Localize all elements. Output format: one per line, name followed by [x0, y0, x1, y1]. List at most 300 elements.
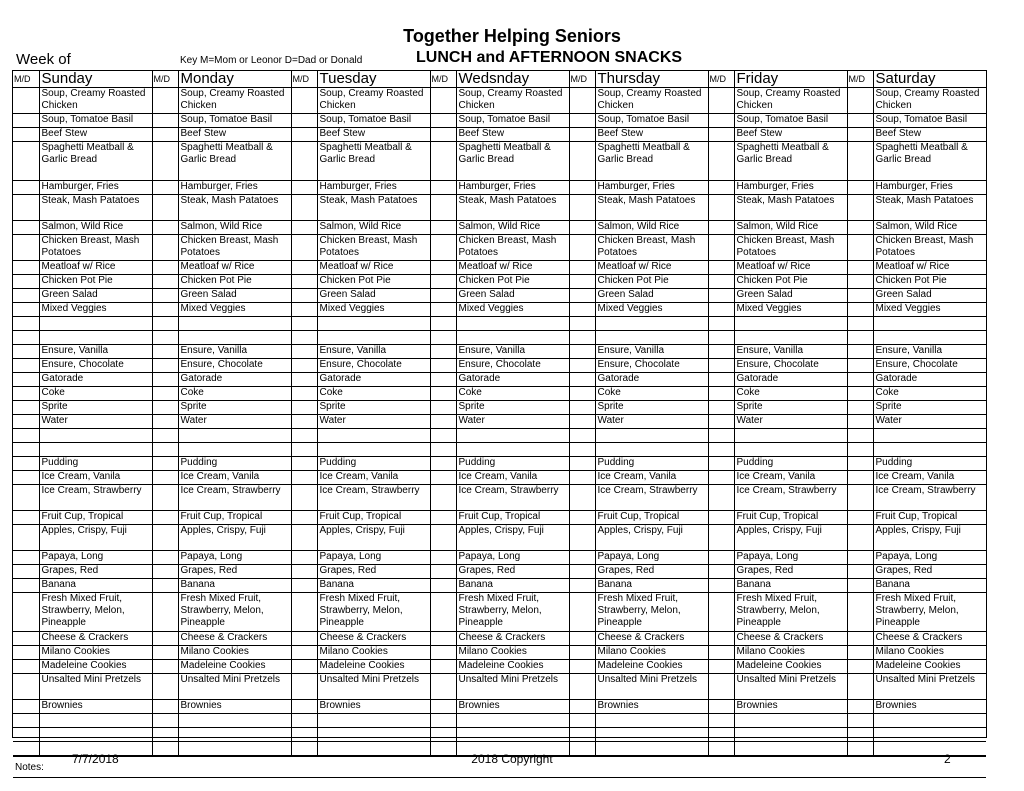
md-checkbox-cell[interactable] — [291, 714, 317, 728]
md-checkbox-cell[interactable] — [569, 387, 595, 401]
menu-item-cell — [734, 728, 847, 742]
md-checkbox-cell[interactable] — [13, 429, 39, 443]
md-checkbox-cell[interactable] — [152, 345, 178, 359]
md-checkbox-cell[interactable] — [847, 289, 873, 303]
md-checkbox-cell[interactable] — [152, 415, 178, 429]
md-checkbox-cell[interactable] — [13, 700, 39, 714]
menu-item-cell: Steak, Mash Patatoes — [734, 195, 847, 221]
md-checkbox-cell[interactable] — [430, 632, 456, 646]
md-checkbox-cell[interactable] — [708, 359, 734, 373]
md-checkbox-cell[interactable] — [430, 415, 456, 429]
md-checkbox-cell[interactable] — [847, 387, 873, 401]
md-checkbox-cell[interactable] — [569, 457, 595, 471]
md-checkbox-cell[interactable] — [291, 660, 317, 674]
md-checkbox-cell[interactable] — [13, 345, 39, 359]
md-checkbox-cell[interactable] — [13, 457, 39, 471]
md-checkbox-cell[interactable] — [847, 646, 873, 660]
md-checkbox-cell[interactable] — [569, 525, 595, 551]
md-checkbox-cell[interactable] — [13, 235, 39, 261]
md-checkbox-cell[interactable] — [708, 401, 734, 415]
md-checkbox-cell[interactable] — [13, 674, 39, 700]
menu-item-cell: Cheese & Crackers — [873, 632, 986, 646]
md-checkbox-cell[interactable] — [430, 387, 456, 401]
menu-item-cell — [873, 331, 986, 345]
md-checkbox-cell[interactable] — [708, 714, 734, 728]
md-checkbox-cell[interactable] — [291, 387, 317, 401]
menu-item-cell — [39, 443, 152, 457]
md-checkbox-cell[interactable] — [13, 261, 39, 275]
md-checkbox-cell[interactable] — [13, 88, 39, 114]
md-checkbox-cell[interactable] — [708, 387, 734, 401]
md-checkbox-cell[interactable] — [430, 128, 456, 142]
md-checkbox-cell[interactable] — [291, 331, 317, 345]
md-checkbox-cell[interactable] — [847, 632, 873, 646]
md-checkbox-cell[interactable] — [430, 714, 456, 728]
md-checkbox-cell[interactable] — [708, 373, 734, 387]
menu-item-cell: Ice Cream, Vanila — [178, 471, 291, 485]
md-checkbox-cell[interactable] — [847, 142, 873, 181]
md-checkbox-cell[interactable] — [847, 114, 873, 128]
md-checkbox-cell[interactable] — [13, 359, 39, 373]
md-checkbox-cell[interactable] — [708, 331, 734, 345]
md-checkbox-cell[interactable] — [569, 181, 595, 195]
md-checkbox-cell[interactable] — [152, 128, 178, 142]
md-checkbox-cell[interactable] — [569, 401, 595, 415]
md-checkbox-cell[interactable] — [847, 700, 873, 714]
md-checkbox-cell[interactable] — [708, 728, 734, 742]
md-checkbox-cell[interactable] — [13, 415, 39, 429]
md-checkbox-cell[interactable] — [152, 632, 178, 646]
md-checkbox-cell[interactable] — [847, 565, 873, 579]
md-checkbox-cell[interactable] — [13, 511, 39, 525]
md-checkbox-cell[interactable] — [708, 579, 734, 593]
md-checkbox-cell[interactable] — [569, 331, 595, 345]
md-checkbox-cell[interactable] — [430, 345, 456, 359]
md-checkbox-cell[interactable] — [569, 195, 595, 221]
md-checkbox-cell[interactable] — [569, 261, 595, 275]
md-checkbox-cell[interactable] — [430, 593, 456, 632]
menu-item-cell: Sprite — [734, 401, 847, 415]
md-checkbox-cell[interactable] — [291, 632, 317, 646]
md-checkbox-cell[interactable] — [152, 593, 178, 632]
md-checkbox-cell[interactable] — [291, 485, 317, 511]
md-checkbox-cell[interactable] — [152, 471, 178, 485]
md-checkbox-cell[interactable] — [13, 525, 39, 551]
md-checkbox-cell[interactable] — [847, 221, 873, 235]
md-checkbox-cell[interactable] — [847, 511, 873, 525]
md-checkbox-cell[interactable] — [847, 443, 873, 457]
md-checkbox-cell[interactable] — [152, 88, 178, 114]
md-checkbox-cell[interactable] — [569, 579, 595, 593]
menu-item-cell: Grapes, Red — [178, 565, 291, 579]
md-checkbox-cell[interactable] — [708, 289, 734, 303]
md-checkbox-cell[interactable] — [847, 331, 873, 345]
md-checkbox-cell[interactable] — [291, 579, 317, 593]
md-checkbox-cell[interactable] — [708, 700, 734, 714]
md-checkbox-cell[interactable] — [708, 660, 734, 674]
md-checkbox-cell[interactable] — [430, 373, 456, 387]
md-checkbox-cell[interactable] — [569, 593, 595, 632]
menu-item-cell: Chicken Breast, Mash Potatoes — [39, 235, 152, 261]
md-checkbox-cell[interactable] — [291, 551, 317, 565]
md-checkbox-cell[interactable] — [152, 429, 178, 443]
md-checkbox-cell[interactable] — [152, 646, 178, 660]
md-checkbox-cell[interactable] — [569, 221, 595, 235]
md-checkbox-cell[interactable] — [291, 728, 317, 742]
md-checkbox-cell[interactable] — [430, 303, 456, 317]
md-checkbox-cell[interactable] — [13, 114, 39, 128]
md-checkbox-cell[interactable] — [847, 303, 873, 317]
md-checkbox-cell[interactable] — [13, 181, 39, 195]
md-checkbox-cell[interactable] — [152, 525, 178, 551]
md-checkbox-cell[interactable] — [152, 275, 178, 289]
md-checkbox-cell[interactable] — [152, 714, 178, 728]
menu-item-cell — [39, 429, 152, 443]
md-checkbox-cell[interactable] — [708, 471, 734, 485]
md-checkbox-cell[interactable] — [291, 401, 317, 415]
md-checkbox-cell[interactable] — [152, 303, 178, 317]
md-checkbox-cell[interactable] — [152, 443, 178, 457]
md-checkbox-cell[interactable] — [430, 700, 456, 714]
md-checkbox-cell[interactable] — [708, 511, 734, 525]
md-checkbox-cell[interactable] — [708, 181, 734, 195]
md-header-cell: M/D — [291, 71, 317, 88]
md-checkbox-cell[interactable] — [13, 128, 39, 142]
md-checkbox-cell[interactable] — [569, 128, 595, 142]
md-checkbox-cell[interactable] — [13, 728, 39, 742]
md-checkbox-cell[interactable] — [291, 359, 317, 373]
md-checkbox-cell[interactable] — [847, 373, 873, 387]
day-header-sunday: Sunday — [39, 71, 152, 88]
md-checkbox-cell[interactable] — [291, 114, 317, 128]
md-checkbox-cell[interactable] — [152, 331, 178, 345]
md-checkbox-cell[interactable] — [708, 275, 734, 289]
md-checkbox-cell[interactable] — [291, 646, 317, 660]
md-checkbox-cell[interactable] — [708, 142, 734, 181]
md-checkbox-cell[interactable] — [13, 632, 39, 646]
md-checkbox-cell[interactable] — [430, 511, 456, 525]
md-checkbox-cell[interactable] — [152, 289, 178, 303]
md-checkbox-cell[interactable] — [430, 660, 456, 674]
md-checkbox-cell[interactable] — [708, 221, 734, 235]
md-checkbox-cell[interactable] — [847, 660, 873, 674]
md-checkbox-cell[interactable] — [430, 728, 456, 742]
md-checkbox-cell[interactable] — [13, 593, 39, 632]
md-checkbox-cell[interactable] — [152, 317, 178, 331]
md-checkbox-cell[interactable] — [291, 275, 317, 289]
md-checkbox-cell[interactable] — [847, 401, 873, 415]
md-checkbox-cell[interactable] — [291, 511, 317, 525]
md-checkbox-cell[interactable] — [847, 429, 873, 443]
md-checkbox-cell[interactable] — [291, 142, 317, 181]
md-checkbox-cell[interactable] — [152, 551, 178, 565]
md-checkbox-cell[interactable] — [152, 373, 178, 387]
md-checkbox-cell[interactable] — [708, 443, 734, 457]
md-checkbox-cell[interactable] — [569, 275, 595, 289]
md-checkbox-cell[interactable] — [291, 700, 317, 714]
md-checkbox-cell[interactable] — [708, 345, 734, 359]
menu-item-cell: Ice Cream, Strawberry — [178, 485, 291, 511]
md-checkbox-cell[interactable] — [13, 331, 39, 345]
md-checkbox-cell[interactable] — [847, 525, 873, 551]
md-checkbox-cell[interactable] — [291, 443, 317, 457]
md-checkbox-cell[interactable] — [13, 443, 39, 457]
md-checkbox-cell[interactable] — [430, 565, 456, 579]
md-checkbox-cell[interactable] — [291, 471, 317, 485]
menu-item-cell: Ensure, Vanilla — [456, 345, 569, 359]
md-checkbox-cell[interactable] — [13, 317, 39, 331]
md-checkbox-cell[interactable] — [708, 415, 734, 429]
menu-item-cell: Fruit Cup, Tropical — [734, 511, 847, 525]
md-checkbox-cell[interactable] — [847, 317, 873, 331]
md-checkbox-cell[interactable] — [13, 714, 39, 728]
md-checkbox-cell[interactable] — [291, 261, 317, 275]
md-checkbox-cell[interactable] — [430, 525, 456, 551]
md-checkbox-cell[interactable] — [152, 261, 178, 275]
md-checkbox-cell[interactable] — [847, 345, 873, 359]
md-checkbox-cell[interactable] — [13, 142, 39, 181]
md-checkbox-cell[interactable] — [847, 261, 873, 275]
md-checkbox-cell[interactable] — [152, 181, 178, 195]
md-checkbox-cell[interactable] — [430, 261, 456, 275]
md-checkbox-cell[interactable] — [13, 387, 39, 401]
md-checkbox-cell[interactable] — [847, 579, 873, 593]
md-checkbox-cell[interactable] — [291, 303, 317, 317]
menu-item-cell — [39, 317, 152, 331]
md-checkbox-cell[interactable] — [13, 646, 39, 660]
md-checkbox-cell[interactable] — [569, 303, 595, 317]
md-checkbox-cell[interactable] — [569, 415, 595, 429]
md-checkbox-cell[interactable] — [708, 429, 734, 443]
md-checkbox-cell[interactable] — [152, 195, 178, 221]
md-checkbox-cell[interactable] — [291, 565, 317, 579]
md-checkbox-cell[interactable] — [569, 485, 595, 511]
md-checkbox-cell[interactable] — [430, 359, 456, 373]
md-checkbox-cell[interactable] — [708, 646, 734, 660]
table-row — [13, 88, 986, 114]
md-checkbox-cell[interactable] — [708, 317, 734, 331]
md-checkbox-cell[interactable] — [13, 579, 39, 593]
md-checkbox-cell[interactable] — [708, 485, 734, 511]
md-checkbox-cell[interactable] — [152, 728, 178, 742]
md-checkbox-cell[interactable] — [291, 128, 317, 142]
md-checkbox-cell[interactable] — [847, 275, 873, 289]
menu-table — [13, 71, 986, 756]
menu-item-cell: Ensure, Chocolate — [317, 359, 430, 373]
md-checkbox-cell[interactable] — [13, 660, 39, 674]
md-checkbox-cell[interactable] — [152, 485, 178, 511]
md-checkbox-cell[interactable] — [430, 275, 456, 289]
md-checkbox-cell[interactable] — [430, 443, 456, 457]
md-checkbox-cell[interactable] — [291, 525, 317, 551]
md-checkbox-cell[interactable] — [13, 221, 39, 235]
md-checkbox-cell[interactable] — [847, 88, 873, 114]
md-checkbox-cell[interactable] — [569, 443, 595, 457]
md-checkbox-cell[interactable] — [847, 674, 873, 700]
md-checkbox-cell[interactable] — [13, 471, 39, 485]
md-checkbox-cell[interactable] — [13, 565, 39, 579]
md-checkbox-cell[interactable] — [13, 303, 39, 317]
md-checkbox-cell[interactable] — [152, 387, 178, 401]
md-checkbox-cell[interactable] — [569, 359, 595, 373]
md-checkbox-cell[interactable] — [430, 457, 456, 471]
md-checkbox-cell[interactable] — [152, 221, 178, 235]
md-checkbox-cell[interactable] — [430, 88, 456, 114]
md-checkbox-cell[interactable] — [847, 359, 873, 373]
md-checkbox-cell[interactable] — [13, 195, 39, 221]
md-checkbox-cell[interactable] — [569, 142, 595, 181]
menu-item-cell: Mixed Veggies — [317, 303, 430, 317]
md-checkbox-cell[interactable] — [569, 471, 595, 485]
md-checkbox-cell[interactable] — [13, 401, 39, 415]
md-checkbox-cell[interactable] — [13, 485, 39, 511]
md-checkbox-cell[interactable] — [708, 303, 734, 317]
menu-item-cell: Steak, Mash Patatoes — [595, 195, 708, 221]
md-checkbox-cell[interactable] — [291, 235, 317, 261]
md-checkbox-cell[interactable] — [291, 221, 317, 235]
md-checkbox-cell[interactable] — [708, 632, 734, 646]
md-checkbox-cell[interactable] — [569, 317, 595, 331]
menu-item-cell — [317, 443, 430, 457]
md-checkbox-cell[interactable] — [708, 88, 734, 114]
md-checkbox-cell[interactable] — [847, 485, 873, 511]
md-checkbox-cell[interactable] — [13, 275, 39, 289]
md-checkbox-cell[interactable] — [152, 401, 178, 415]
md-checkbox-cell[interactable] — [847, 415, 873, 429]
md-checkbox-cell[interactable] — [569, 429, 595, 443]
md-checkbox-cell[interactable] — [152, 142, 178, 181]
md-checkbox-cell[interactable] — [430, 331, 456, 345]
md-checkbox-cell[interactable] — [430, 142, 456, 181]
md-checkbox-cell[interactable] — [430, 646, 456, 660]
md-checkbox-cell[interactable] — [569, 632, 595, 646]
md-checkbox-cell[interactable] — [708, 128, 734, 142]
md-checkbox-cell[interactable] — [847, 128, 873, 142]
md-checkbox-cell[interactable] — [847, 471, 873, 485]
md-checkbox-cell[interactable] — [152, 660, 178, 674]
md-checkbox-cell[interactable] — [291, 88, 317, 114]
md-checkbox-cell[interactable] — [430, 289, 456, 303]
md-checkbox-cell[interactable] — [569, 345, 595, 359]
md-checkbox-cell[interactable] — [13, 373, 39, 387]
menu-item-cell: Beef Stew — [873, 128, 986, 142]
md-checkbox-cell[interactable] — [569, 728, 595, 742]
menu-item-cell — [178, 443, 291, 457]
md-checkbox-cell[interactable] — [430, 674, 456, 700]
md-checkbox-cell[interactable] — [569, 714, 595, 728]
md-checkbox-cell[interactable] — [430, 181, 456, 195]
md-checkbox-cell[interactable] — [708, 261, 734, 275]
md-checkbox-cell[interactable] — [708, 525, 734, 551]
md-checkbox-cell[interactable] — [152, 674, 178, 700]
md-checkbox-cell[interactable] — [13, 289, 39, 303]
md-checkbox-cell[interactable] — [291, 317, 317, 331]
md-checkbox-cell[interactable] — [152, 579, 178, 593]
md-checkbox-cell[interactable] — [708, 674, 734, 700]
md-checkbox-cell[interactable] — [569, 551, 595, 565]
menu-item-cell: Milano Cookies — [456, 646, 569, 660]
md-checkbox-cell[interactable] — [152, 700, 178, 714]
md-checkbox-cell[interactable] — [847, 181, 873, 195]
md-checkbox-cell[interactable] — [291, 674, 317, 700]
table-row — [13, 317, 986, 331]
md-checkbox-cell[interactable] — [847, 195, 873, 221]
menu-item-cell: Beef Stew — [39, 128, 152, 142]
menu-item-cell: Grapes, Red — [595, 565, 708, 579]
md-checkbox-cell[interactable] — [430, 579, 456, 593]
md-checkbox-cell[interactable] — [291, 457, 317, 471]
md-checkbox-cell[interactable] — [708, 195, 734, 221]
md-checkbox-cell[interactable] — [847, 728, 873, 742]
md-checkbox-cell[interactable] — [430, 221, 456, 235]
md-checkbox-cell[interactable] — [708, 565, 734, 579]
md-checkbox-cell[interactable] — [708, 457, 734, 471]
md-checkbox-cell[interactable] — [291, 181, 317, 195]
md-checkbox-cell[interactable] — [569, 565, 595, 579]
md-checkbox-cell[interactable] — [569, 88, 595, 114]
md-checkbox-cell[interactable] — [152, 565, 178, 579]
md-checkbox-cell[interactable] — [569, 114, 595, 128]
md-checkbox-cell[interactable] — [430, 429, 456, 443]
table-row — [13, 443, 986, 457]
md-checkbox-cell[interactable] — [847, 235, 873, 261]
md-checkbox-cell[interactable] — [708, 551, 734, 565]
menu-item-cell: Beef Stew — [317, 128, 430, 142]
md-checkbox-cell[interactable] — [430, 471, 456, 485]
md-checkbox-cell[interactable] — [430, 317, 456, 331]
md-checkbox-cell[interactable] — [847, 593, 873, 632]
md-checkbox-cell[interactable] — [569, 511, 595, 525]
md-checkbox-cell[interactable] — [430, 114, 456, 128]
md-checkbox-cell[interactable] — [847, 714, 873, 728]
md-checkbox-cell[interactable] — [291, 373, 317, 387]
md-checkbox-cell[interactable] — [152, 235, 178, 261]
md-checkbox-cell[interactable] — [708, 114, 734, 128]
menu-item-cell: Mixed Veggies — [734, 303, 847, 317]
md-checkbox-cell[interactable] — [291, 195, 317, 221]
md-checkbox-cell[interactable] — [708, 593, 734, 632]
md-checkbox-cell[interactable] — [569, 289, 595, 303]
table-row — [13, 415, 986, 429]
md-checkbox-cell[interactable] — [291, 345, 317, 359]
md-checkbox-cell[interactable] — [291, 429, 317, 443]
md-checkbox-cell[interactable] — [847, 457, 873, 471]
md-checkbox-cell[interactable] — [291, 415, 317, 429]
md-checkbox-cell[interactable] — [430, 485, 456, 511]
md-checkbox-cell[interactable] — [569, 700, 595, 714]
md-checkbox-cell[interactable] — [430, 195, 456, 221]
md-checkbox-cell[interactable] — [430, 401, 456, 415]
md-checkbox-cell[interactable] — [569, 674, 595, 700]
md-checkbox-cell[interactable] — [152, 359, 178, 373]
md-checkbox-cell[interactable] — [569, 646, 595, 660]
md-checkbox-cell[interactable] — [291, 289, 317, 303]
menu-item-cell: Soup, Tomatoe Basil — [734, 114, 847, 128]
md-checkbox-cell[interactable] — [569, 373, 595, 387]
md-checkbox-cell[interactable] — [708, 235, 734, 261]
md-checkbox-cell[interactable] — [847, 551, 873, 565]
md-checkbox-cell[interactable] — [291, 593, 317, 632]
menu-item-cell: Meatloaf w/ Rice — [317, 261, 430, 275]
md-checkbox-cell[interactable] — [569, 235, 595, 261]
md-checkbox-cell[interactable] — [152, 114, 178, 128]
md-checkbox-cell[interactable] — [152, 511, 178, 525]
md-checkbox-cell[interactable] — [13, 551, 39, 565]
md-checkbox-cell[interactable] — [569, 660, 595, 674]
md-checkbox-cell[interactable] — [430, 551, 456, 565]
md-checkbox-cell[interactable] — [430, 235, 456, 261]
md-checkbox-cell[interactable] — [152, 457, 178, 471]
